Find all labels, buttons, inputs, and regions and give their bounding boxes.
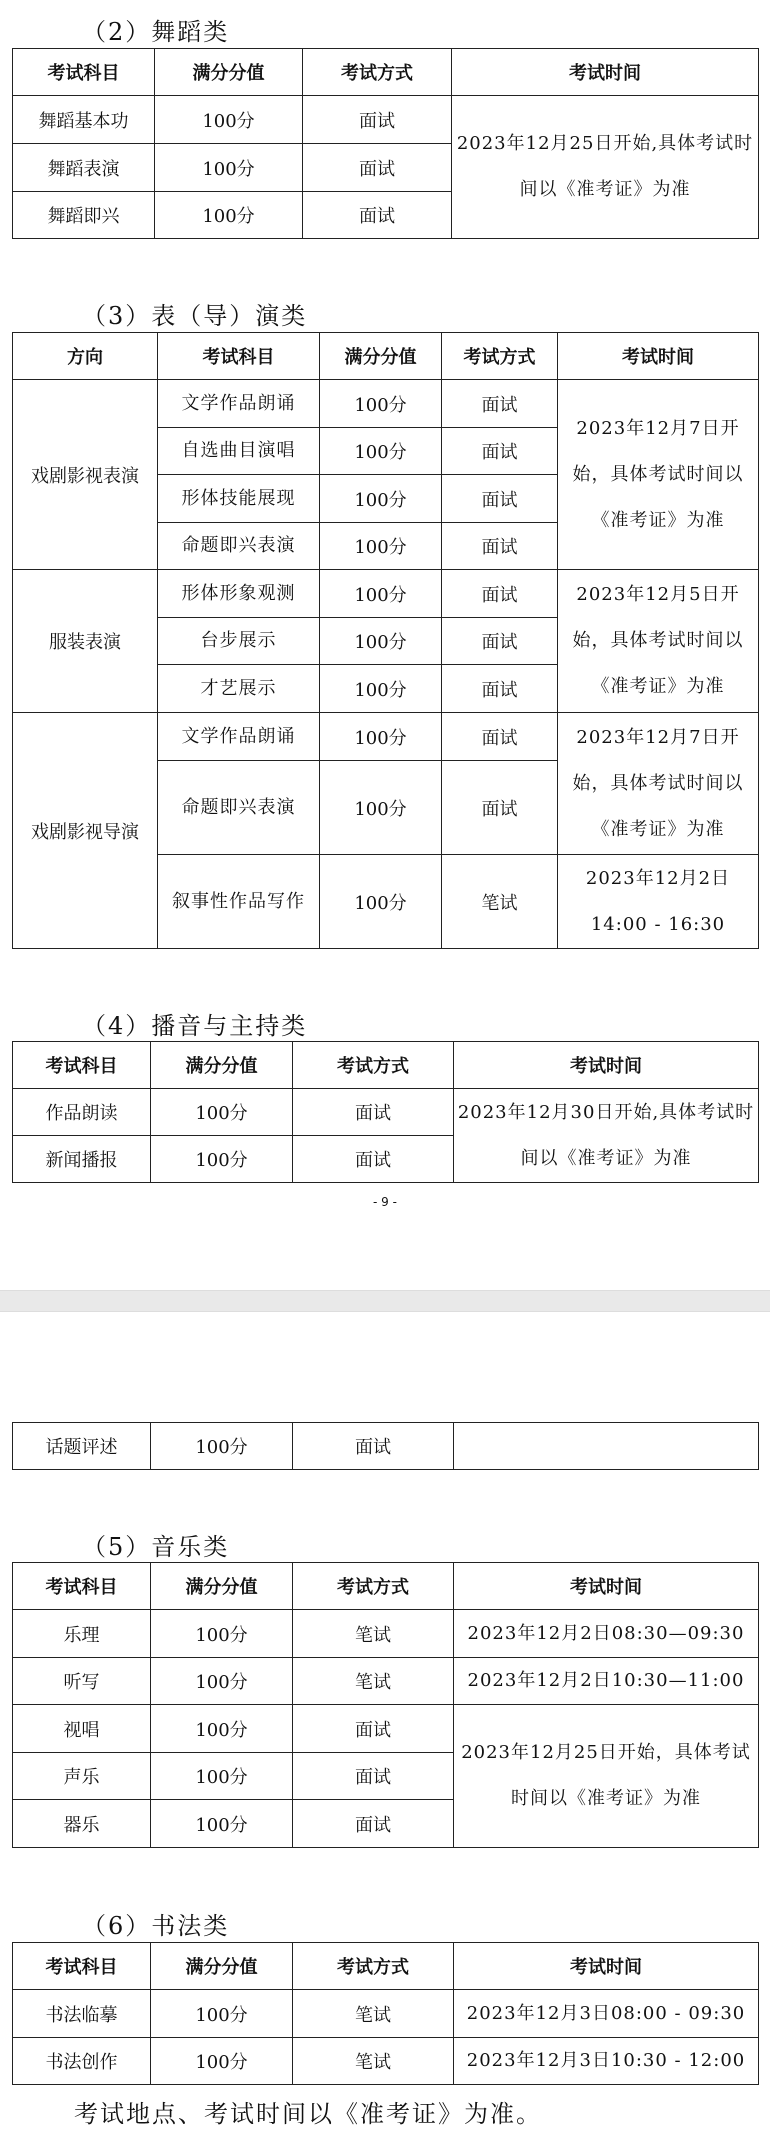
table-row [13,1658,759,1705]
method-cell: 面试 [442,380,558,428]
subject-cell: 听写 [13,1658,151,1705]
subject-cell: 器乐 [13,1800,151,1848]
table-row [13,713,759,761]
col-header-subject: 考试科目 [158,333,320,380]
table-row [13,96,759,144]
method-cell: 笔试 [442,855,558,949]
method-cell: 面试 [442,713,558,761]
score-cell: 100分 [155,192,303,239]
page-number: - 9 - [373,1195,397,1209]
score-cell: 100分 [151,1800,293,1848]
score-cell: 100分 [155,144,303,192]
time-cell: 2023年12月2日08:30—09:30 [454,1610,759,1658]
score-cell: 100分 [151,1658,293,1705]
method-cell: 面试 [442,523,558,570]
time-cell: 2023年12月7日开始，具体考试时间以《准考证》为准 [558,713,759,855]
score-cell: 100分 [151,1423,293,1470]
col-header-score: 满分分值 [151,1563,293,1610]
col-header-time: 考试时间 [454,1042,759,1089]
col-header-subject: 考试科目 [13,1943,151,1990]
method-cell: 面试 [293,1136,454,1183]
method-cell: 面试 [293,1423,454,1470]
score-cell: 100分 [151,1990,293,2038]
score-cell: 100分 [151,2038,293,2085]
col-header-method: 考试方式 [303,49,452,96]
page-break [0,1290,770,1312]
method-cell: 笔试 [293,2038,454,2085]
subject-cell: 形体形象观测 [158,570,320,618]
subject-cell: 声乐 [13,1753,151,1800]
method-cell: 笔试 [293,1610,454,1658]
method-cell: 笔试 [293,1990,454,2038]
subject-cell: 叙事性作品写作 [158,855,320,949]
subject-cell: 话题评述 [13,1423,151,1470]
method-cell: 面试 [303,96,452,144]
section-heading-broadcast: （4）播音与主持类 [82,1012,308,1040]
dance-table [12,48,759,239]
method-cell: 面试 [303,192,452,239]
section-heading-calligraphy: （6）书法类 [82,1912,230,1940]
subject-cell: 书法临摹 [13,1990,151,2038]
col-header-score: 满分分值 [151,1042,293,1089]
table-row [13,380,759,428]
score-cell: 100分 [320,380,442,428]
col-header-score: 满分分值 [320,333,442,380]
subject-cell: 乐理 [13,1610,151,1658]
subject-cell: 舞蹈即兴 [13,192,155,239]
subject-cell: 舞蹈基本功 [13,96,155,144]
time-cell: 2023年12月2日 14:00 - 16:30 [558,855,759,949]
subject-cell: 命题即兴表演 [158,523,320,570]
subject-cell: 命题即兴表演 [158,761,320,855]
score-cell: 100分 [320,428,442,475]
table-row [13,1610,759,1658]
score-cell: 100分 [151,1610,293,1658]
time-cell: 2023年12月2日10:30—11:00 [454,1658,759,1705]
method-cell: 面试 [442,570,558,618]
subject-cell: 舞蹈表演 [13,144,155,192]
time-cell: 2023年12月25日开始,具体考试时间以《准考证》为准 [452,96,759,239]
direction-cell: 服装表演 [13,570,158,713]
subject-cell: 文学作品朗诵 [158,713,320,761]
col-header-time: 考试时间 [558,333,759,380]
table-row [13,1423,759,1470]
calligraphy-table [12,1942,759,2085]
col-header-time: 考试时间 [454,1943,759,1990]
time-cell: 2023年12月5日开始，具体考试时间以《准考证》为准 [558,570,759,713]
col-header-score: 满分分值 [155,49,303,96]
score-cell: 100分 [155,96,303,144]
time-cell: 2023年12月30日开始,具体考试时间以《准考证》为准 [454,1089,759,1183]
col-header-score: 满分分值 [151,1943,293,1990]
col-header-subject: 考试科目 [13,49,155,96]
method-cell: 面试 [442,761,558,855]
time-cell: 2023年12月7日开始，具体考试时间以《准考证》为准 [558,380,759,570]
score-cell: 100分 [320,570,442,618]
score-cell: 100分 [320,523,442,570]
col-header-method: 考试方式 [293,1563,454,1610]
method-cell: 面试 [442,665,558,713]
time-cell: 2023年12月3日10:30 - 12:00 [454,2038,759,2085]
subject-cell: 视唱 [13,1705,151,1753]
subject-cell: 自选曲目演唱 [158,428,320,475]
table-row [13,1705,759,1753]
subject-cell: 文学作品朗诵 [158,380,320,428]
score-cell: 100分 [320,761,442,855]
score-cell: 100分 [151,1753,293,1800]
col-header-time: 考试时间 [454,1563,759,1610]
score-cell: 100分 [151,1136,293,1183]
score-cell: 100分 [151,1089,293,1136]
method-cell: 面试 [442,428,558,475]
section-heading-music: （5）音乐类 [82,1533,230,1561]
method-cell: 面试 [293,1800,454,1848]
footnote: 考试地点、考试时间以《准考证》为准。 [74,2100,542,2128]
score-cell: 100分 [320,713,442,761]
subject-cell: 才艺展示 [158,665,320,713]
method-cell: 面试 [442,475,558,523]
col-header-method: 考试方式 [293,1042,454,1089]
table-row [13,1089,759,1136]
method-cell: 面试 [293,1753,454,1800]
table-row [13,1990,759,2038]
time-cell: 2023年12月25日开始，具体考试时间以《准考证》为准 [454,1705,759,1848]
direction-cell: 戏剧影视表演 [13,380,158,570]
col-header-direction: 方向 [13,333,158,380]
score-cell: 100分 [320,618,442,665]
col-header-method: 考试方式 [293,1943,454,1990]
method-cell: 面试 [303,144,452,192]
time-cell: 2023年12月3日08:00 - 09:30 [454,1990,759,2038]
method-cell: 面试 [293,1705,454,1753]
section-heading-dance: （2）舞蹈类 [82,18,230,46]
col-header-subject: 考试科目 [13,1563,151,1610]
score-cell: 100分 [320,475,442,523]
subject-cell: 作品朗读 [13,1089,151,1136]
broadcast-table-continued [12,1422,759,1470]
subject-cell: 形体技能展现 [158,475,320,523]
section-heading-acting: （3）表（导）演类 [82,302,308,330]
music-table [12,1562,759,1848]
col-header-time: 考试时间 [452,49,759,96]
method-cell: 笔试 [293,1658,454,1705]
time-cell [454,1423,759,1470]
col-header-method: 考试方式 [442,333,558,380]
subject-cell: 书法创作 [13,2038,151,2085]
table-row [13,570,759,618]
subject-cell: 台步展示 [158,618,320,665]
method-cell: 面试 [442,618,558,665]
table-row [13,2038,759,2085]
direction-cell: 戏剧影视导演 [13,713,158,949]
score-cell: 100分 [320,855,442,949]
score-cell: 100分 [320,665,442,713]
method-cell: 面试 [293,1089,454,1136]
broadcast-table [12,1041,759,1183]
col-header-subject: 考试科目 [13,1042,151,1089]
subject-cell: 新闻播报 [13,1136,151,1183]
acting-table [12,332,759,949]
score-cell: 100分 [151,1705,293,1753]
